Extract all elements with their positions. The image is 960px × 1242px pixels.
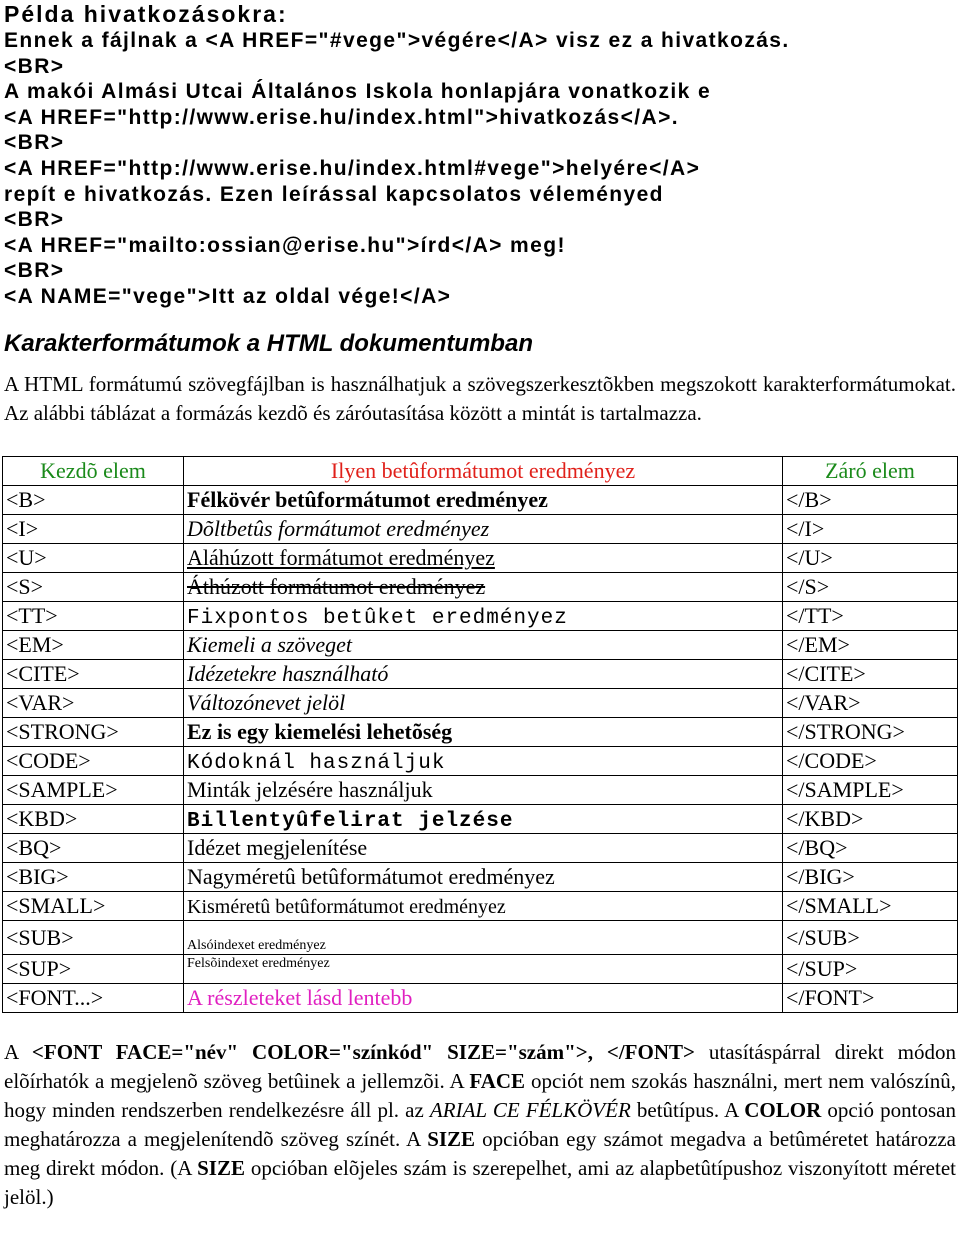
outro-text: opcióban egy számot megadva a betûméretet határozza meg direkt módon. (A (4, 1127, 956, 1180)
end-tag-cell: </SAMPLE> (783, 776, 958, 805)
start-tag-cell: <U> (3, 544, 184, 573)
format-example: Aláhúzott formátumot eredményez (187, 545, 495, 570)
outro-text: opcióban elõjeles szám is szerepelhet, ami az alapbetûtípushoz viszonyított méretet jelöl.) (4, 1156, 956, 1209)
example-line: <BR> (4, 259, 65, 283)
size-keyword: SIZE (427, 1127, 476, 1151)
format-example: Dõltbetûs formátumot eredményez (187, 516, 490, 541)
example-line: <A HREF="http://www.erise.hu/index.html#vege">helyére</A> (4, 156, 701, 180)
section-intro: A HTML formátumú szövegfájlban is használhatjuk a szövegszerkesztõkben megszokott karakterformátumokat. Az alábbi táblázat a formázás kezdõ és záróutasítása között a mintát is tartalmazza. (4, 372, 956, 425)
format-example: Kódoknál használjuk (187, 751, 446, 775)
format-example: Ez is egy kiemelési lehetõség (187, 719, 453, 744)
example-line: <A HREF="http://www.erise.hu/index.html">hivatkozás</A>. (4, 105, 679, 129)
format-example: Áthúzott formátumot eredményez (187, 574, 486, 599)
example-cell (184, 573, 783, 602)
table-row (3, 660, 958, 689)
start-tag-cell: <VAR> (3, 689, 184, 718)
table-row (3, 863, 958, 892)
end-tag-cell: </KBD> (783, 805, 958, 834)
start-tag-cell: <I> (3, 515, 184, 544)
end-tag-cell: </CITE> (783, 660, 958, 689)
table-row (3, 955, 958, 984)
table-row (3, 544, 958, 573)
table-row (3, 984, 958, 1013)
end-tag-cell: </SUB> (783, 921, 958, 955)
end-tag-cell: </TT> (783, 602, 958, 631)
format-example: Idézetekre használható (187, 661, 389, 686)
start-tag-cell: <STRONG> (3, 718, 184, 747)
header-effect: Ilyen betûformátumot eredményez (184, 457, 783, 486)
table-row (3, 718, 958, 747)
example-cell (184, 602, 783, 631)
table-row (3, 921, 958, 955)
end-tag-cell: </VAR> (783, 689, 958, 718)
start-tag-cell: <TT> (3, 602, 184, 631)
start-tag-cell: <SUP> (3, 955, 184, 984)
end-tag-cell: </SUP> (783, 955, 958, 984)
start-tag-cell: <CITE> (3, 660, 184, 689)
html-example-block (4, 0, 956, 310)
end-tag-cell: </S> (783, 573, 958, 602)
end-tag-cell: </STRONG> (783, 718, 958, 747)
start-tag-cell: <FONT...> (3, 984, 184, 1013)
example-cell (184, 921, 783, 955)
example-cell (184, 863, 783, 892)
example-cell (184, 689, 783, 718)
format-example: Felsõindexet eredményez (187, 955, 330, 971)
outro-text: opciót nem szokás használni, mert nem valószínû, hogy minden rendszerben rendelkezésre áll pl. az (4, 1069, 956, 1122)
table-header-row (3, 457, 958, 486)
end-tag-cell: </I> (783, 515, 958, 544)
table-row (3, 805, 958, 834)
header-end-tag: Záró elem (783, 457, 958, 486)
format-example: Kiemeli a szöveget (187, 632, 352, 657)
start-tag-cell: <CODE> (3, 747, 184, 776)
example-cell (184, 776, 783, 805)
table-row (3, 747, 958, 776)
format-example: Alsóindexet eredményez (187, 938, 326, 953)
example-line: repít e hivatkozás. Ezen leírással kapcsolatos véleményed (4, 182, 664, 206)
end-tag-cell: </BQ> (783, 834, 958, 863)
table-body (3, 486, 958, 1013)
start-tag-cell: <SUB> (3, 921, 184, 955)
color-keyword: COLOR (744, 1098, 822, 1122)
start-tag-cell: <S> (3, 573, 184, 602)
font-name-example: ARIAL CE FÉLKÖVÉR (429, 1098, 631, 1122)
examples-title: Példa hivatkozásokra: (4, 1, 288, 27)
start-tag-cell: <KBD> (3, 805, 184, 834)
outro-text: A (4, 1040, 32, 1064)
format-example: Minták jelzésére használjuk (187, 777, 433, 802)
size-keyword: SIZE (197, 1156, 245, 1180)
header-start-tag: Kezdõ elem (3, 457, 184, 486)
end-tag-cell: </SMALL> (783, 892, 958, 921)
outro-text: utasításpárral direkt módon elõírhatók a megjelenõ szöveg betûinek a jellemzõi. A (4, 1040, 956, 1093)
format-example: Fixpontos betûket eredményez (187, 606, 568, 630)
table-row (3, 776, 958, 805)
format-example: A részleteket lásd lentebb (187, 985, 413, 1010)
example-line: Ennek a fájlnak a <A HREF="#vege">végére</A> visz ez a hivatkozás. (4, 29, 790, 52)
example-line: <BR> (4, 131, 65, 155)
format-example: Billentyûfelirat jelzése (187, 809, 514, 833)
example-line: <BR> (4, 54, 65, 78)
end-tag-cell: </B> (783, 486, 958, 515)
table-row (3, 892, 958, 921)
table-row (3, 631, 958, 660)
start-tag-cell: <BQ> (3, 834, 184, 863)
table-row (3, 689, 958, 718)
table-row (3, 515, 958, 544)
example-line: A makói Almási Utcai Általános Iskola honlapjára vonatkozik e (4, 80, 712, 104)
table-row (3, 834, 958, 863)
outro-text: betûtípus. A (630, 1098, 745, 1122)
section-heading: Karakterformátumok a HTML dokumentumban (4, 330, 533, 357)
format-example: Félkövér betûformátumot eredményez (187, 487, 548, 512)
table-row (3, 573, 958, 602)
start-tag-cell: <EM> (3, 631, 184, 660)
start-tag-cell: <BIG> (3, 863, 184, 892)
end-tag-cell: </U> (783, 544, 958, 573)
start-tag-cell: <SAMPLE> (3, 776, 184, 805)
end-tag-cell: </CODE> (783, 747, 958, 776)
example-line: <A NAME="vege">Itt az oldal vége!</A> (4, 284, 452, 308)
example-cell (184, 515, 783, 544)
example-cell (184, 747, 783, 776)
end-tag-cell: </EM> (783, 631, 958, 660)
example-cell (184, 660, 783, 689)
start-tag-cell: <SMALL> (3, 892, 184, 921)
end-tag-cell: </BIG> (783, 863, 958, 892)
face-keyword: FACE (469, 1069, 526, 1093)
font-tag-syntax: <FONT FACE="név" COLOR="színkód" SIZE="szám">, </FONT> (31, 1040, 695, 1064)
example-cell (184, 486, 783, 515)
format-example: Idézet megjelenítése (187, 835, 368, 860)
example-cell (184, 955, 783, 984)
table-row (3, 486, 958, 515)
format-example: Kisméretû betûformátumot eredményez (187, 896, 506, 918)
example-cell (184, 805, 783, 834)
example-cell (184, 544, 783, 573)
format-example: Változónevet jelöl (187, 690, 346, 715)
example-line: <A HREF="mailto:ossian@erise.hu">írd</A> meg! (4, 233, 566, 257)
example-cell (184, 892, 783, 921)
example-cell (184, 984, 783, 1013)
format-example: Nagyméretû betûformátumot eredményez (187, 864, 555, 889)
outro-text: opció pontosan meghatározza a megjelenítendõ szöveg színét. A (4, 1098, 956, 1151)
format-table (2, 456, 958, 1013)
example-cell (184, 834, 783, 863)
example-cell (184, 718, 783, 747)
example-cell (184, 631, 783, 660)
start-tag-cell: <B> (3, 486, 184, 515)
table-row (3, 602, 958, 631)
font-explanation (4, 1038, 956, 1212)
end-tag-cell: </FONT> (783, 984, 958, 1013)
example-line: <BR> (4, 208, 65, 232)
